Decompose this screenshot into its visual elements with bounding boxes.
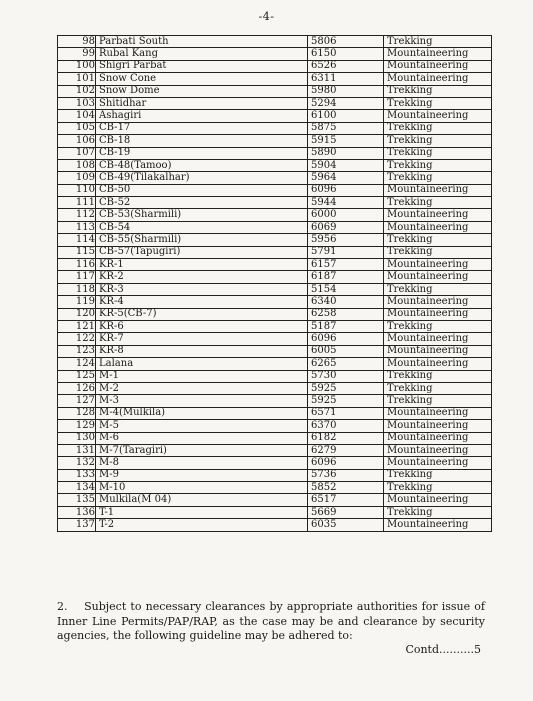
expedition-type-cell: Mountaineering [384,308,492,320]
table-row [58,110,492,122]
table-row [58,234,492,246]
altitude-cell: 5806 [308,36,384,48]
table-row [58,308,492,320]
table-row [58,259,492,271]
table-row [58,370,492,382]
expedition-type-cell: Trekking [384,482,492,494]
peak-name-cell: KR-7 [96,333,308,345]
serial-number-cell: 117 [58,271,96,283]
serial-number-cell: 125 [58,370,96,382]
expedition-type-cell: Mountaineering [384,209,492,221]
peak-name-cell: Parbati South [96,36,308,48]
altitude-cell: 6096 [308,184,384,196]
peak-name-cell: KR-3 [96,283,308,295]
expedition-type-cell: Trekking [384,382,492,394]
altitude-cell: 5944 [308,197,384,209]
serial-number-cell: 101 [58,73,96,85]
expedition-type-cell: Trekking [384,395,492,407]
altitude-cell: 6517 [308,494,384,506]
expedition-type-cell: Mountaineering [384,48,492,60]
serial-number-cell: 137 [58,519,96,531]
serial-number-cell: 132 [58,457,96,469]
expedition-type-cell: Trekking [384,36,492,48]
altitude-cell: 5890 [308,147,384,159]
peak-name-cell: KR-6 [96,320,308,332]
expedition-type-cell: Mountaineering [384,271,492,283]
peak-name-cell: T-1 [96,506,308,518]
altitude-cell: 6150 [308,48,384,60]
expedition-type-cell: Trekking [384,320,492,332]
serial-number-cell: 118 [58,283,96,295]
serial-number-cell: 100 [58,60,96,72]
altitude-cell: 5730 [308,370,384,382]
peak-name-cell: Shigri Parbat [96,60,308,72]
peak-name-cell: Snow Dome [96,85,308,97]
peak-name-cell: KR-4 [96,296,308,308]
serial-number-cell: 108 [58,159,96,171]
serial-number-cell: 104 [58,110,96,122]
altitude-cell: 5791 [308,246,384,258]
peak-name-cell: Mulkila(M 04) [96,494,308,506]
peak-name-cell: KR-5(CB-7) [96,308,308,320]
table-row [58,60,492,72]
serial-number-cell: 129 [58,420,96,432]
serial-number-cell: 111 [58,197,96,209]
altitude-cell: 6370 [308,420,384,432]
serial-number-cell: 134 [58,482,96,494]
expedition-type-cell: Mountaineering [384,407,492,419]
expedition-type-cell: Mountaineering [384,73,492,85]
expedition-type-cell: Mountaineering [384,444,492,456]
table-row [58,444,492,456]
altitude-cell: 5904 [308,159,384,171]
altitude-cell: 5669 [308,506,384,518]
altitude-cell: 6157 [308,259,384,271]
expedition-type-cell: Mountaineering [384,110,492,122]
altitude-cell: 6258 [308,308,384,320]
serial-number-cell: 103 [58,97,96,109]
continued-marker: Contd..........5 [405,643,481,656]
altitude-cell: 5964 [308,172,384,184]
peak-name-cell: M-8 [96,457,308,469]
peak-name-cell: Ashagiri [96,110,308,122]
serial-number-cell: 98 [58,36,96,48]
altitude-cell: 5875 [308,122,384,134]
table-row [58,469,492,481]
expedition-type-cell: Mountaineering [384,494,492,506]
expedition-type-cell: Trekking [384,370,492,382]
table-row [58,135,492,147]
serial-number-cell: 124 [58,358,96,370]
serial-number-cell: 114 [58,234,96,246]
expedition-type-cell: Mountaineering [384,259,492,271]
peak-name-cell: M-2 [96,382,308,394]
altitude-cell: 5925 [308,395,384,407]
expedition-type-cell: Trekking [384,159,492,171]
table-row [58,345,492,357]
altitude-cell: 5852 [308,482,384,494]
altitude-cell: 5294 [308,97,384,109]
peak-name-cell: M-3 [96,395,308,407]
serial-number-cell: 107 [58,147,96,159]
altitude-cell: 6005 [308,345,384,357]
peak-name-cell: CB-18 [96,135,308,147]
serial-number-cell: 126 [58,382,96,394]
serial-number-cell: 112 [58,209,96,221]
table-row [58,482,492,494]
expedition-type-cell: Mountaineering [384,221,492,233]
altitude-cell: 6096 [308,333,384,345]
altitude-cell: 5925 [308,382,384,394]
altitude-cell: 6526 [308,60,384,72]
expedition-type-cell: Trekking [384,469,492,481]
serial-number-cell: 109 [58,172,96,184]
table-row [58,519,492,531]
serial-number-cell: 122 [58,333,96,345]
serial-number-cell: 119 [58,296,96,308]
table-row [58,159,492,171]
peak-name-cell: M-1 [96,370,308,382]
serial-number-cell: 113 [58,221,96,233]
serial-number-cell: 121 [58,320,96,332]
altitude-cell: 6571 [308,407,384,419]
peak-name-cell: Rubal Kang [96,48,308,60]
serial-number-cell: 127 [58,395,96,407]
altitude-cell: 5915 [308,135,384,147]
altitude-cell: 5956 [308,234,384,246]
expedition-type-cell: Trekking [384,197,492,209]
peak-name-cell: M-7(Taragiri) [96,444,308,456]
table-row [58,97,492,109]
peaks-table [57,35,492,532]
table-row [58,457,492,469]
table-row [58,209,492,221]
table-row [58,221,492,233]
expedition-type-cell: Mountaineering [384,60,492,72]
table-row [58,271,492,283]
altitude-cell: 6035 [308,519,384,531]
table-row [58,333,492,345]
altitude-cell: 6265 [308,358,384,370]
serial-number-cell: 128 [58,407,96,419]
table-row [58,506,492,518]
expedition-type-cell: Mountaineering [384,184,492,196]
expedition-type-cell: Trekking [384,234,492,246]
peak-name-cell: CB-55(Sharmili) [96,234,308,246]
altitude-cell: 6182 [308,432,384,444]
table-row [58,36,492,48]
altitude-cell: 6000 [308,209,384,221]
guideline-paragraph: 2. Subject to necessary clearances by appropriate authorities for issue of Inner Line Permits/PAP/RAP, as the case may be and clearance by security agencies, the following guideline may be adhered to: [57,600,485,642]
serial-number-cell: 123 [58,345,96,357]
serial-number-cell: 106 [58,135,96,147]
peak-name-cell: CB-52 [96,197,308,209]
table-row [58,48,492,60]
serial-number-cell: 130 [58,432,96,444]
peak-name-cell: KR-8 [96,345,308,357]
table-row [58,122,492,134]
table-row [58,197,492,209]
expedition-type-cell: Trekking [384,122,492,134]
altitude-cell: 5736 [308,469,384,481]
expedition-type-cell: Trekking [384,283,492,295]
altitude-cell: 5154 [308,283,384,295]
peak-name-cell: Shitidhar [96,97,308,109]
table-row [58,407,492,419]
peak-name-cell: T-2 [96,519,308,531]
expedition-type-cell: Trekking [384,97,492,109]
peak-name-cell: CB-53(Sharmili) [96,209,308,221]
peak-name-cell: CB-19 [96,147,308,159]
peak-name-cell: M-6 [96,432,308,444]
peaks-table-body [58,36,492,532]
serial-number-cell: 136 [58,506,96,518]
altitude-cell: 6311 [308,73,384,85]
peak-name-cell: KR-2 [96,271,308,283]
serial-number-cell: 99 [58,48,96,60]
table-row [58,358,492,370]
table-row [58,296,492,308]
expedition-type-cell: Mountaineering [384,333,492,345]
table-row [58,85,492,97]
peak-name-cell: CB-49(Tilakalhar) [96,172,308,184]
table-row [58,432,492,444]
peak-name-cell: CB-50 [96,184,308,196]
serial-number-cell: 105 [58,122,96,134]
expedition-type-cell: Trekking [384,246,492,258]
peak-name-cell: CB-57(Tapugiri) [96,246,308,258]
table-row [58,73,492,85]
expedition-type-cell: Mountaineering [384,432,492,444]
peak-name-cell: M-9 [96,469,308,481]
peak-name-cell: M-5 [96,420,308,432]
expedition-type-cell: Mountaineering [384,420,492,432]
expedition-type-cell: Trekking [384,85,492,97]
altitude-cell: 6100 [308,110,384,122]
expedition-type-cell: Trekking [384,147,492,159]
peak-name-cell: KR-1 [96,259,308,271]
altitude-cell: 5980 [308,85,384,97]
serial-number-cell: 133 [58,469,96,481]
expedition-type-cell: Mountaineering [384,345,492,357]
altitude-cell: 6096 [308,457,384,469]
serial-number-cell: 115 [58,246,96,258]
peak-name-cell: Snow Cone [96,73,308,85]
table-row [58,395,492,407]
altitude-cell: 5187 [308,320,384,332]
expedition-type-cell: Mountaineering [384,296,492,308]
peak-name-cell: CB-17 [96,122,308,134]
table-row [58,494,492,506]
serial-number-cell: 102 [58,85,96,97]
table-row [58,184,492,196]
table-row [58,382,492,394]
table-row [58,320,492,332]
serial-number-cell: 135 [58,494,96,506]
expedition-type-cell: Trekking [384,172,492,184]
peak-name-cell: CB-54 [96,221,308,233]
table-row [58,283,492,295]
table-row [58,420,492,432]
expedition-type-cell: Trekking [384,506,492,518]
peak-name-cell: M-4(Mulkila) [96,407,308,419]
table-row [58,147,492,159]
altitude-cell: 6069 [308,221,384,233]
serial-number-cell: 110 [58,184,96,196]
expedition-type-cell: Trekking [384,135,492,147]
altitude-cell: 6340 [308,296,384,308]
expedition-type-cell: Mountaineering [384,358,492,370]
page-number: -4- [258,10,275,23]
peak-name-cell: CB-48(Tamoo) [96,159,308,171]
serial-number-cell: 131 [58,444,96,456]
altitude-cell: 6187 [308,271,384,283]
altitude-cell: 6279 [308,444,384,456]
serial-number-cell: 116 [58,259,96,271]
expedition-type-cell: Mountaineering [384,519,492,531]
peak-name-cell: M-10 [96,482,308,494]
table-row [58,172,492,184]
expedition-type-cell: Mountaineering [384,457,492,469]
peak-name-cell: Lalana [96,358,308,370]
table-row [58,246,492,258]
serial-number-cell: 120 [58,308,96,320]
